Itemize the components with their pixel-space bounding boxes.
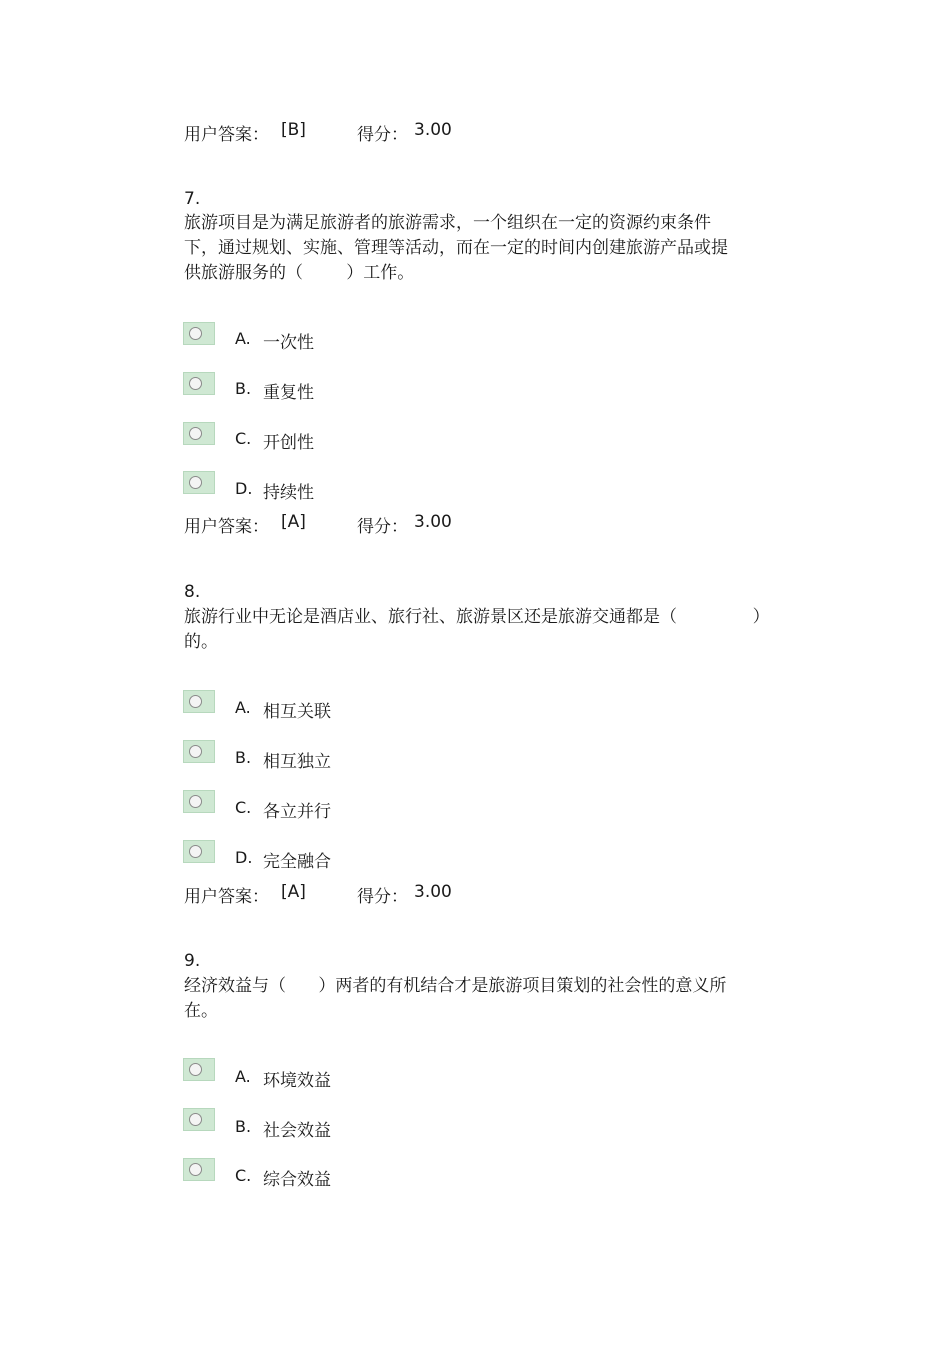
option-letter: C. (235, 798, 252, 817)
score-value: 3.00 (414, 882, 452, 902)
answer-value: [B] (281, 120, 306, 140)
option-letter: C. (235, 429, 252, 448)
question-line: 旅游行业中无论是酒店业、旅行社、旅游景区还是旅游交通都是（ ） (184, 607, 770, 627)
option-c-radio[interactable] (183, 790, 215, 813)
radio-icon (189, 327, 202, 340)
radio-icon (189, 476, 202, 489)
question-line: 的。 (184, 632, 218, 652)
question-number: 8. (184, 582, 201, 602)
option-letter: B. (235, 379, 252, 398)
option-letter: D. (235, 479, 253, 498)
option-d-radio[interactable] (183, 471, 215, 494)
option-text: 相互独立 (263, 752, 331, 772)
option-text: 环境效益 (263, 1071, 331, 1091)
option-b-radio[interactable] (183, 740, 215, 763)
radio-icon (189, 795, 202, 808)
score-label: 得分： (357, 887, 408, 907)
option-text: 完全融合 (263, 852, 331, 872)
option-text: 社会效益 (263, 1121, 331, 1141)
option-a-radio[interactable] (183, 690, 215, 713)
radio-icon (189, 1113, 202, 1126)
question-line: 在。 (184, 1001, 218, 1021)
radio-icon (189, 745, 202, 758)
radio-icon (189, 1063, 202, 1076)
option-letter: A. (235, 698, 251, 717)
option-letter: C. (235, 1166, 252, 1185)
option-text: 持续性 (263, 483, 314, 503)
option-text: 综合效益 (263, 1170, 331, 1190)
option-a-radio[interactable] (183, 322, 215, 345)
answer-value: [A] (281, 512, 306, 532)
score-label: 得分： (357, 125, 408, 145)
option-c-radio[interactable] (183, 422, 215, 445)
question-line: 经济效益与（ ）两者的有机结合才是旅游项目策划的社会性的意义所 (184, 976, 727, 996)
option-b-radio[interactable] (183, 372, 215, 395)
radio-icon (189, 695, 202, 708)
radio-icon (189, 377, 202, 390)
question-number: 7. (184, 189, 201, 209)
option-b-radio[interactable] (183, 1108, 215, 1131)
option-text: 重复性 (263, 383, 314, 403)
option-text: 相互关联 (263, 702, 331, 722)
option-d-radio[interactable] (183, 840, 215, 863)
option-letter: D. (235, 848, 253, 867)
score-value: 3.00 (414, 512, 452, 532)
score-label: 得分： (357, 517, 408, 537)
question-line: 旅游项目是为满足旅游者的旅游需求，一个组织在一定的资源约束条件 (184, 213, 711, 233)
option-text: 开创性 (263, 433, 314, 453)
option-letter: A. (235, 1067, 251, 1086)
answer-value: [A] (281, 882, 306, 902)
option-c-radio[interactable] (183, 1158, 215, 1181)
option-letter: B. (235, 1117, 252, 1136)
option-text: 各立并行 (263, 802, 331, 822)
question-number: 9. (184, 951, 201, 971)
radio-icon (189, 427, 202, 440)
radio-icon (189, 845, 202, 858)
answer-label: 用户答案： (184, 887, 269, 907)
answer-label: 用户答案： (184, 517, 269, 537)
question-line: 供旅游服务的（ ）工作。 (184, 263, 415, 283)
question-line: 下，通过规划、实施、管理等活动，而在一定的时间内创建旅游产品或提 (184, 238, 728, 258)
option-letter: A. (235, 329, 251, 348)
option-a-radio[interactable] (183, 1058, 215, 1081)
radio-icon (189, 1163, 202, 1176)
option-letter: B. (235, 748, 252, 767)
score-value: 3.00 (414, 120, 452, 140)
option-text: 一次性 (263, 333, 314, 353)
answer-label: 用户答案： (184, 125, 269, 145)
